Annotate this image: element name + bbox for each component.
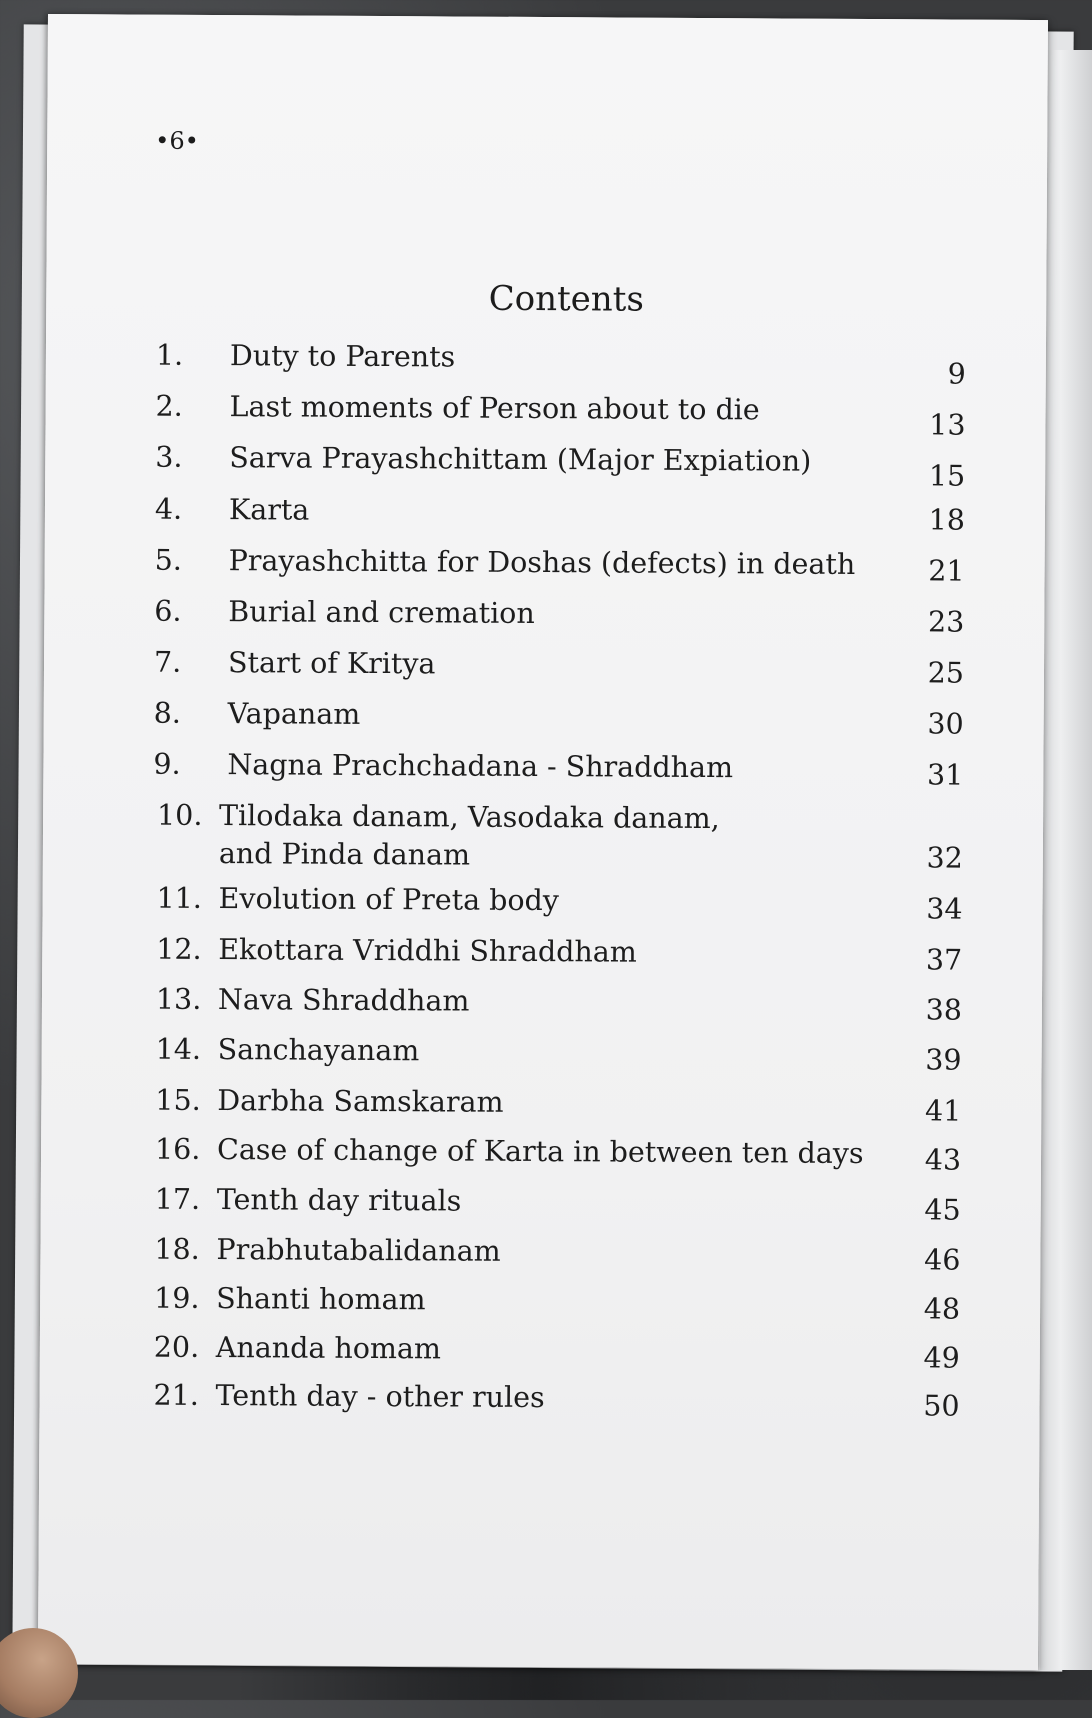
- toc-entry-number: 21.: [153, 1378, 199, 1412]
- toc-entry-title: Darbha Samskaram: [217, 1084, 504, 1119]
- toc-entry-number: 19.: [154, 1281, 200, 1315]
- toc-entry-number: 20.: [153, 1330, 200, 1364]
- toc-entry-number: 15.: [155, 1083, 201, 1117]
- toc-entry-page: 31: [927, 758, 964, 792]
- toc-entry-number: 4.: [154, 492, 183, 526]
- toc-entry-title: Prabhutabalidanam: [216, 1233, 501, 1268]
- toc-entry: [151, 1131, 961, 1180]
- toc-entry-title: Evolution of Preta body: [218, 882, 560, 918]
- toc-entry-title: Sanchayanam: [217, 1033, 420, 1068]
- toc-entry: [155, 388, 966, 442]
- toc-entry-title: Start of Kritya: [227, 646, 436, 681]
- toc-entry-title: Case of change of Karta in between ten days: [216, 1133, 864, 1171]
- toc-entry-number: 7.: [153, 645, 182, 679]
- toc-entry-page: 41: [924, 1094, 962, 1128]
- toc-entry-title: Ekottara Vriddhi Shraddham: [218, 933, 637, 969]
- toc-entry-number: 1.: [155, 338, 184, 372]
- toc-entry-number: 14.: [155, 1032, 202, 1066]
- toc-entry: [149, 1377, 959, 1426]
- contents-title: Contents: [488, 278, 644, 320]
- toc-entry: [155, 491, 965, 540]
- toc-entry: [153, 797, 963, 886]
- toc-entry-page: 23: [927, 605, 965, 639]
- toc-entry-number: 5.: [154, 543, 182, 577]
- toc-entry: [150, 1280, 960, 1329]
- book-page: [38, 14, 1048, 1670]
- toc-entry-number: 2.: [155, 389, 183, 423]
- toc-entry: [152, 880, 962, 929]
- toc-entry-number: 12.: [156, 932, 202, 966]
- toc-entry: [154, 695, 964, 744]
- page-number: •6•: [155, 126, 199, 155]
- toc-entry-title: Shanti homam: [216, 1282, 426, 1317]
- toc-entry-title: Nagna Prachchadana - Shraddham: [227, 748, 734, 785]
- toc-entry-title: Prayashchitta for Doshas (defects) in death: [228, 544, 856, 581]
- toc-entry-number: 17.: [154, 1182, 201, 1216]
- toc-entry: [153, 746, 963, 795]
- toc-entry-page: 21: [928, 554, 965, 588]
- toc-entry-title: Ananda homam: [215, 1331, 442, 1366]
- toc-entry-page: 15: [928, 459, 966, 493]
- toc-entry-title: Tenth day - other rules: [215, 1379, 545, 1415]
- toc-entry-number: 9.: [153, 747, 181, 781]
- toc-entry-number: 8.: [153, 696, 182, 730]
- toc-entry: [152, 931, 962, 980]
- toc-entry: [151, 1181, 961, 1230]
- toc-entry-page: 46: [924, 1243, 961, 1277]
- toc-entry-page: 49: [923, 1341, 960, 1375]
- toc-entry-page: 13: [929, 408, 966, 442]
- toc-entry-number: 6.: [154, 594, 182, 628]
- toc-entry-page: 39: [925, 1043, 962, 1077]
- toc-entry-title: Duty to Parents: [229, 339, 456, 374]
- toc-entry-page: 38: [925, 993, 963, 1027]
- toc-entry-title-continued: and Pinda danam: [218, 837, 471, 872]
- toc-entry: [155, 337, 966, 391]
- toc-entry: [150, 1231, 960, 1280]
- toc-entry-title: Tilodaka danam, Vasodaka danam,: [219, 799, 720, 836]
- toc-entry-page: 32: [926, 841, 963, 875]
- toc-entry-page: 45: [924, 1193, 961, 1227]
- toc-entry-title: Tenth day rituals: [216, 1183, 462, 1218]
- toc-entry-page: 34: [926, 892, 963, 926]
- toc-entry-page: 50: [923, 1389, 960, 1423]
- toc-entry-page: 9: [947, 357, 966, 391]
- toc-entry-page: 43: [924, 1143, 962, 1177]
- toc-entry: [150, 1329, 960, 1378]
- toc-entry-number: 10.: [157, 798, 203, 832]
- toc-entry: [155, 542, 965, 591]
- toc-entry: [154, 593, 964, 642]
- toc-entry-page: 18: [928, 503, 966, 537]
- toc-entry-page: 37: [925, 943, 963, 977]
- toc-entry-number: 18.: [154, 1232, 200, 1266]
- toc-entry-number: 16.: [154, 1132, 201, 1166]
- toc-entry-number: 13.: [155, 982, 202, 1016]
- toc-entry: [155, 439, 966, 493]
- toc-entry-title: Nava Shraddham: [217, 983, 470, 1018]
- toc-entry-title: Burial and cremation: [228, 595, 535, 630]
- toc-entry-page: 30: [927, 707, 964, 741]
- page-stack-edge: [1040, 50, 1092, 1670]
- toc-entry-title: Vapanam: [227, 697, 361, 731]
- toc-entry-number: 3.: [155, 440, 183, 474]
- toc-entry: [152, 1031, 962, 1080]
- toc-entry: [152, 981, 962, 1030]
- toc-entry-title: Sarva Prayashchittam (Major Expiation): [229, 441, 812, 478]
- toc-entry: [154, 644, 964, 693]
- toc-entry-title: Karta: [228, 493, 310, 527]
- toc-entry: [151, 1082, 961, 1131]
- toc-entry-page: 25: [927, 656, 965, 690]
- toc-entry-number: 11.: [156, 881, 203, 915]
- toc-entry-page: 48: [923, 1292, 961, 1326]
- toc-entry-title: Last moments of Person about to die: [229, 390, 760, 427]
